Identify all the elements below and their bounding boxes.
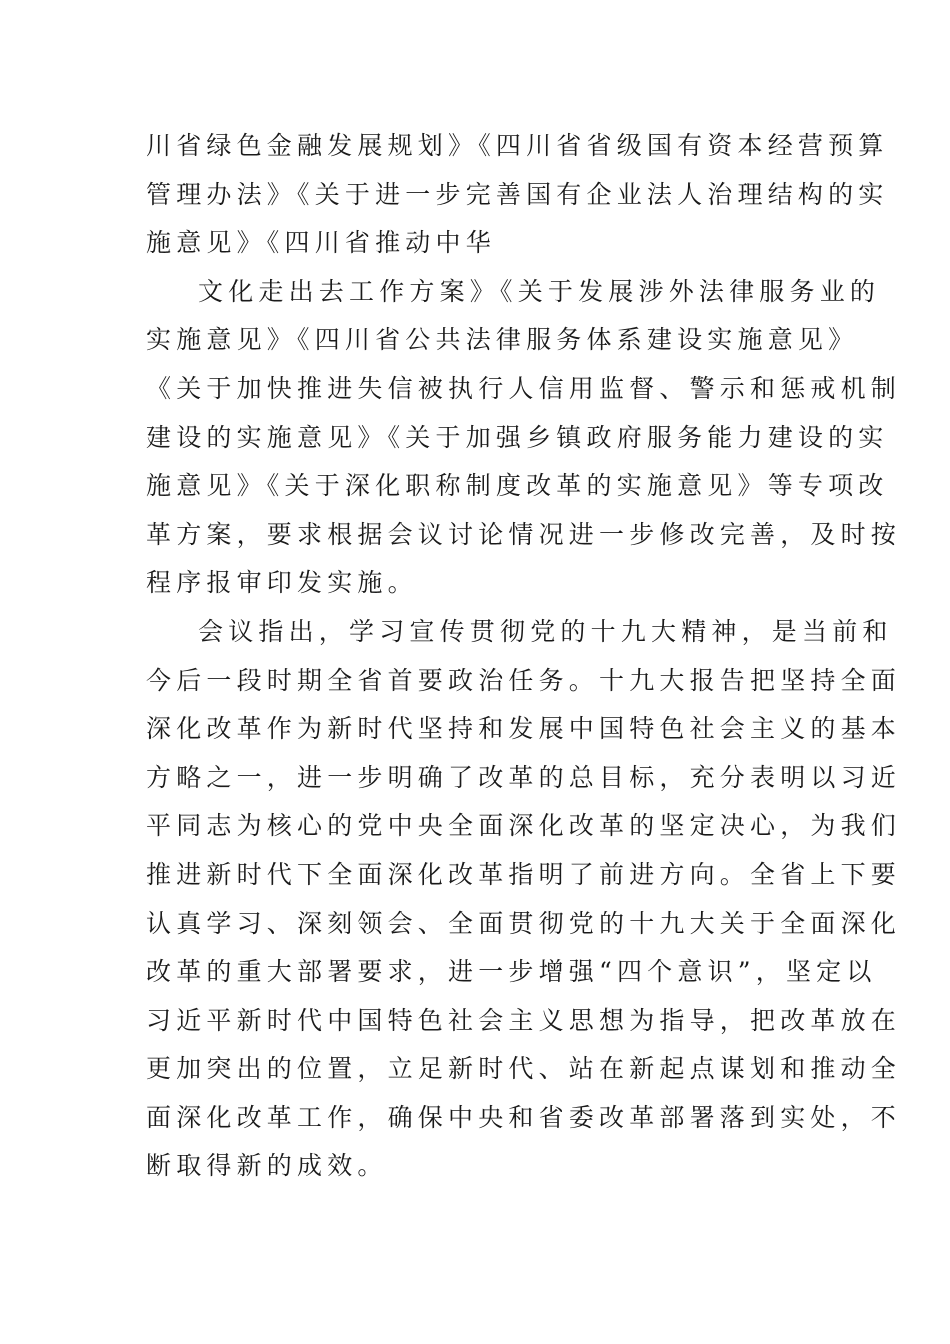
text-line: 文化走出去工作方案》《关于发展涉外法律服务业的 bbox=[198, 276, 881, 306]
text-line: 更加突出的位置，立足新时代、站在新起点谋划和推动全 bbox=[146, 1054, 902, 1084]
text-line: 今后一段时期全省首要政治任务。十九大报告把坚持全面 bbox=[146, 665, 902, 695]
text-line: 《关于加快推进失信被执行人信用监督、警示和惩戒机制 bbox=[146, 373, 902, 403]
text-line: 认真学习、深刻领会、全面贯彻党的十九大关于全面深化 bbox=[146, 908, 902, 938]
text-line: 实施意见》《四川省公共法律服务体系建设实施意见》 bbox=[146, 325, 859, 355]
text-line: 管理办法》《关于进一步完善国有企业法人治理结构的实 bbox=[146, 179, 889, 209]
text-line: 断取得新的成效。 bbox=[146, 1151, 388, 1181]
text-line: 面深化改革工作，确保中央和省委改革部署落到实处，不 bbox=[146, 1102, 902, 1132]
text-line: 平同志为核心的党中央全面深化改革的坚定决心，为我们 bbox=[146, 811, 902, 841]
body-text bbox=[146, 122, 902, 1191]
text-line: 革方案，要求根据会议讨论情况进一步修改完善，及时按 bbox=[146, 519, 902, 549]
text-line: 推进新时代下全面深化改革指明了前进方向。全省上下要 bbox=[146, 859, 902, 889]
paragraph-3 bbox=[146, 608, 902, 1191]
text-line: 深化改革作为新时代坚持和发展中国特色社会主义的基本 bbox=[146, 714, 902, 744]
text-line: 程序报审印发实施。 bbox=[146, 568, 418, 598]
text-line: 施意见》《四川省推动中华 bbox=[146, 228, 496, 258]
text-line: 川省绿色金融发展规划》《四川省省级国有资本经营预算 bbox=[146, 131, 889, 160]
text-line: 施意见》《关于深化职称制度改革的实施意见》等专项改 bbox=[146, 471, 889, 501]
text-line: 建设的实施意见》《关于加强乡镇政府服务能力建设的实 bbox=[146, 422, 889, 452]
text-line: 改革的重大部署要求，进一步增强“四个意识”，坚定以 bbox=[146, 957, 877, 987]
paragraph-2 bbox=[146, 268, 902, 608]
text-line: 习近平新时代中国特色社会主义思想为指导，把改革放在 bbox=[146, 1005, 902, 1035]
paragraph-1 bbox=[146, 122, 889, 268]
text-line: 方略之一，进一步明确了改革的总目标，充分表明以习近 bbox=[146, 762, 902, 792]
text-line: 会议指出，学习宣传贯彻党的十九大精神，是当前和 bbox=[198, 616, 893, 646]
